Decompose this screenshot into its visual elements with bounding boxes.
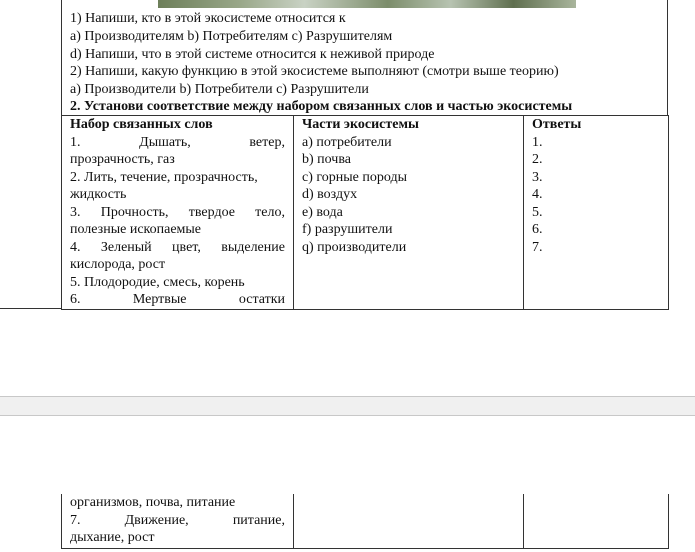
word: выделение xyxy=(221,239,285,255)
word: 4. xyxy=(70,239,81,255)
word-set-line: дыхание, рост xyxy=(70,530,155,545)
word-set-line: организмов, почва, питание xyxy=(70,495,236,510)
word: твердое xyxy=(188,204,235,220)
word-set-line xyxy=(70,134,285,152)
word-set-line: жидкость xyxy=(70,187,127,202)
word: тело, xyxy=(255,204,285,220)
question-2-options: а) Производители b) Потребители c) Разрушители xyxy=(70,82,369,97)
word-set-line xyxy=(70,512,285,530)
ecosystem-part-item: d) воздух xyxy=(302,187,358,202)
table-row xyxy=(62,134,669,310)
ecosystem-part-item: с) горные породы xyxy=(302,169,407,185)
ecosystem-part-item: e) вода xyxy=(302,204,343,220)
ecosystem-photo xyxy=(158,0,576,8)
frame-right xyxy=(667,0,668,115)
ecosystem-part-item: а) потребители xyxy=(302,134,392,150)
word: ветер, xyxy=(249,134,285,150)
answer-slot: 4. xyxy=(532,187,543,202)
word-set-line: 2. Лить, течение, прозрачность, xyxy=(70,169,258,185)
table-header-row xyxy=(62,116,669,134)
word: питание, xyxy=(232,512,285,528)
question-d: d) Напиши, что в этой системе относится к неживой природе xyxy=(70,47,435,62)
word: 1. xyxy=(70,134,81,150)
answer-slot: 5. xyxy=(532,204,543,220)
table-row xyxy=(62,494,669,549)
word-sets-continued-cell xyxy=(62,494,294,549)
word-sets-cell xyxy=(62,134,294,310)
word-set-line: 5. Плодородие, смесь, корень xyxy=(70,274,245,290)
word: 6. xyxy=(70,292,81,307)
question-1: 1) Напиши, кто в этой экосистеме относится к xyxy=(70,11,346,26)
task-2-title: 2. Установи соответствие между набором связанных слов и частью экосистемы xyxy=(70,99,573,114)
word: остатки xyxy=(238,292,285,307)
word-set-line: кислорода, рост xyxy=(70,257,166,272)
page-break xyxy=(0,396,695,416)
header-word-sets: Набор связанных слов xyxy=(62,116,294,134)
word: Зеленый xyxy=(100,239,152,255)
parts-cell xyxy=(294,134,524,310)
word: цвет, xyxy=(172,239,201,255)
answer-slot: 1. xyxy=(532,134,543,150)
word: Дышать, xyxy=(139,134,191,150)
ecosystem-part-item: q) производители xyxy=(302,239,407,255)
answer-slot: 3. xyxy=(532,169,543,185)
word-set-line xyxy=(70,204,285,222)
hr-left xyxy=(0,308,62,309)
word-set-line: прозрачность, газ xyxy=(70,152,175,167)
matching-table-continued xyxy=(61,494,669,549)
word-set-line xyxy=(70,239,285,257)
word-set-line: полезные ископаемые xyxy=(70,222,202,237)
answer-slot: 7. xyxy=(532,239,543,255)
word: Движение, xyxy=(124,512,189,528)
answers-continued-cell xyxy=(524,494,669,549)
ecosystem-part-item: b) почва xyxy=(302,152,351,167)
question-2: 2) Напиши, какую функцию в этой экосистеме выполняют (смотри выше теорию) xyxy=(70,64,559,79)
ecosystem-part-item: f) разрушители xyxy=(302,222,393,237)
word: 7. xyxy=(70,512,81,528)
answers-cell xyxy=(524,134,669,310)
question-1-options: а) Производителям b) Потребителям c) Разрушителям xyxy=(70,29,393,44)
parts-continued-cell xyxy=(294,494,524,549)
header-parts: Части экосистемы xyxy=(294,116,524,134)
word: Прочность, xyxy=(100,204,169,220)
answer-slot: 2. xyxy=(532,152,543,167)
word-set-line xyxy=(70,291,285,309)
answer-slot: 6. xyxy=(532,222,543,237)
matching-table xyxy=(61,115,669,310)
word: 3. xyxy=(70,204,81,220)
header-answers: Ответы xyxy=(524,116,669,134)
frame-left xyxy=(61,0,62,115)
word: Мертвые xyxy=(132,292,187,307)
